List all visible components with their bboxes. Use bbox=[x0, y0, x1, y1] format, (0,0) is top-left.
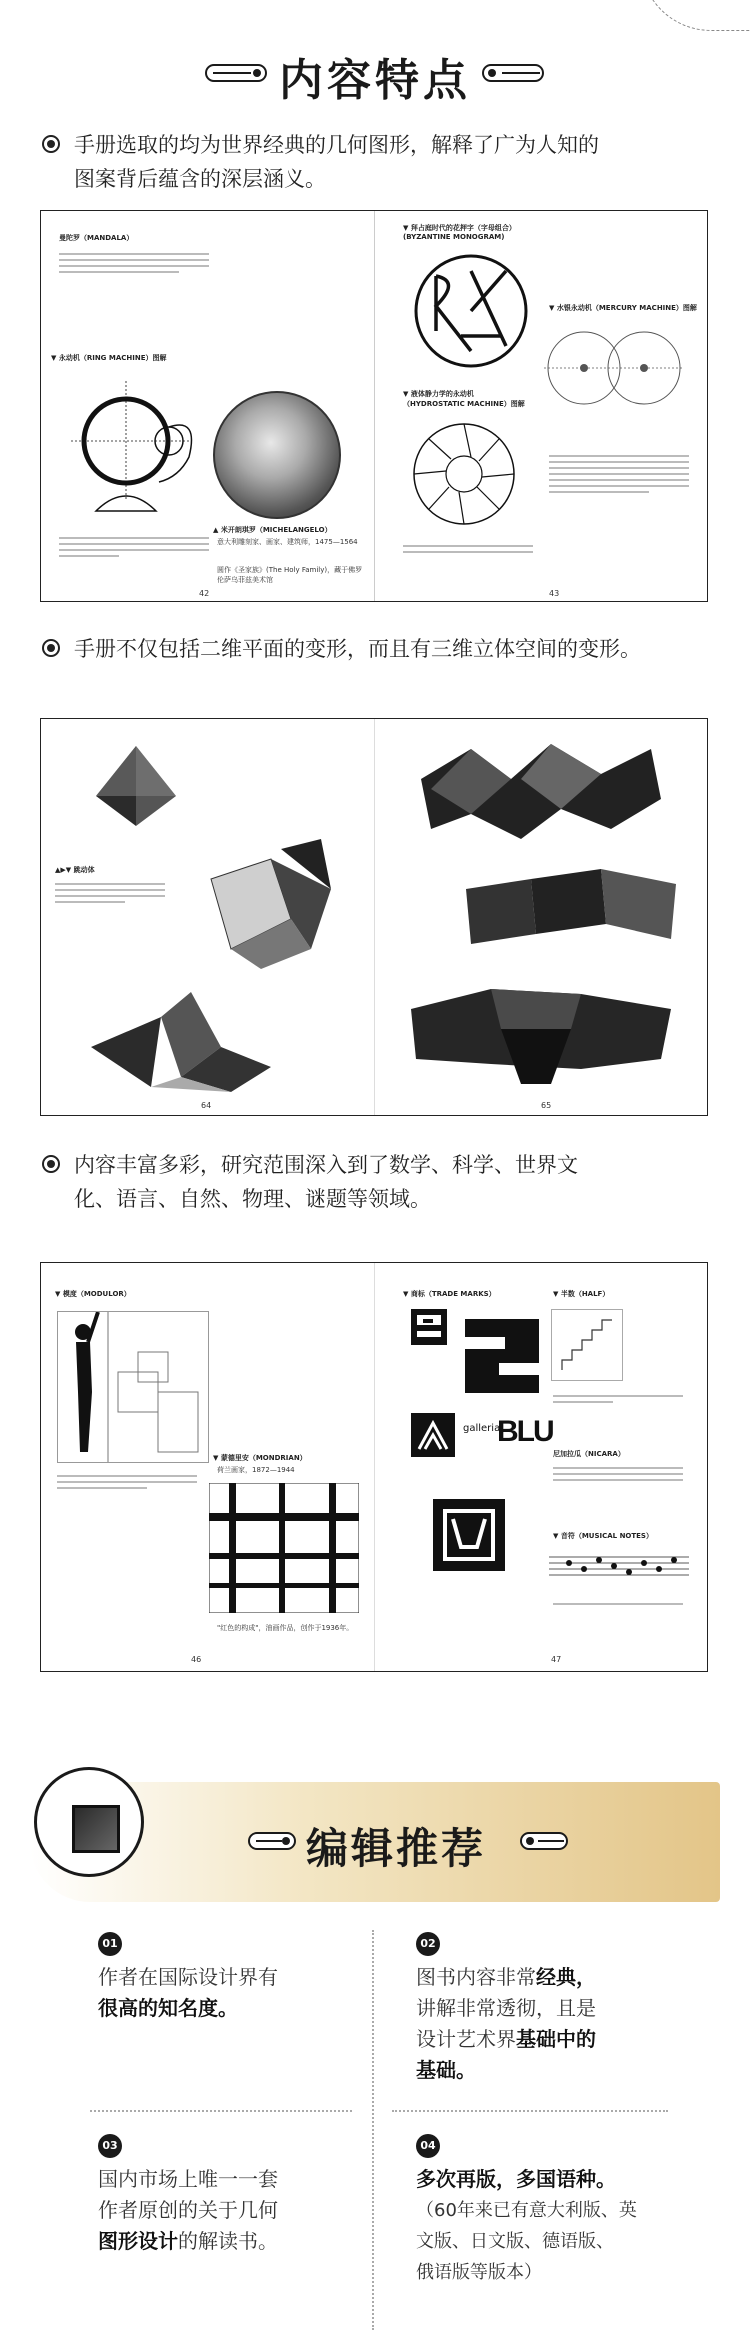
feature-3-line2: 化、语言、自然、物理、谜题等领域。 bbox=[74, 1187, 431, 1211]
mercury-heading: ▼ 水银永动机（MERCURY MACHINE）图解 bbox=[549, 304, 697, 312]
half-figure bbox=[551, 1309, 623, 1381]
banner-left-pill-icon bbox=[248, 1832, 296, 1850]
book-spread-1 bbox=[40, 210, 708, 602]
michelangelo-heading: ▲ 米开朗琪罗（MICHELANGELO） bbox=[213, 526, 332, 534]
zigzag-ring-shape bbox=[411, 729, 671, 849]
feature-1-line1: 手册选取的均为世界经典的几何图形，解释了广为人知的 bbox=[74, 133, 599, 157]
musical-notes-staff bbox=[549, 1549, 689, 1589]
page-number-left-2: 64 bbox=[201, 1101, 212, 1110]
page-number-left-3: 46 bbox=[191, 1655, 202, 1664]
ring-machine-diagram bbox=[61, 371, 211, 521]
mondrian-work: "红色的构成"，油画作品，创作于1936年。 bbox=[217, 1624, 354, 1632]
galleria-logo-text: galleria bbox=[463, 1423, 501, 1434]
jump-label: ▲▶▼ 跳动体 bbox=[55, 866, 95, 874]
book-spread-3 bbox=[40, 1262, 708, 1672]
musical-heading: ▼ 音符（MUSICAL NOTES） bbox=[553, 1532, 653, 1540]
holy-family-tondo bbox=[213, 391, 341, 519]
recommend-02-line3a: 设计艺术界 bbox=[416, 2027, 516, 2051]
mercury-machine-diagram bbox=[539, 323, 689, 423]
pyramid-shape bbox=[91, 741, 181, 831]
jump-text bbox=[55, 879, 165, 907]
block-chain-shape bbox=[461, 859, 681, 949]
nicara-text bbox=[553, 1463, 693, 1485]
recommend-03-line3b: 图形设计 bbox=[98, 2229, 178, 2253]
bullet-icon bbox=[42, 1155, 60, 1173]
page-number-left: 42 bbox=[199, 589, 210, 598]
recommend-02-line1b: 经典， bbox=[536, 1965, 596, 1989]
ring-machine-caption bbox=[59, 533, 209, 561]
mondrian-composition bbox=[209, 1483, 359, 1613]
recommend-01-line1: 作者在国际设计界有 bbox=[98, 1965, 278, 1989]
recommend-num-03: 03 bbox=[98, 2134, 122, 2158]
mandala-heading: 曼陀罗（MANDALA） bbox=[59, 234, 134, 242]
recommend-04-line4: 俄语版等版本） bbox=[416, 2262, 542, 2283]
folded-bar-shape bbox=[401, 969, 681, 1089]
hydrostatic-text bbox=[403, 541, 533, 557]
trademark-logo-4 bbox=[433, 1499, 505, 1571]
recommend-02-line2: 讲解非常透彻，且是 bbox=[416, 1996, 596, 2020]
modulor-figure bbox=[57, 1311, 209, 1463]
feature-2-text: 手册不仅包括二维平面的变形，而且有三维立体空间的变形。 bbox=[74, 637, 641, 661]
recommend-item-02 bbox=[416, 1962, 596, 2086]
horizontal-divider-right bbox=[392, 2110, 668, 2112]
bullet-icon bbox=[42, 639, 60, 657]
mondrian-heading: ▼ 蒙德里安（MONDRIAN） bbox=[213, 1454, 307, 1462]
recommend-num-02: 02 bbox=[416, 1932, 440, 1956]
recommend-03-line2: 作者原创的关于几何 bbox=[98, 2198, 278, 2222]
modulor-man-icon bbox=[58, 1312, 208, 1462]
half-text bbox=[553, 1391, 693, 1407]
decorative-arc bbox=[640, 0, 750, 31]
page-number-right-2: 65 bbox=[541, 1101, 552, 1110]
right-pill-icon bbox=[482, 64, 544, 82]
trademark-logo-2 bbox=[465, 1319, 539, 1393]
recommend-01-line2: 很高的知名度。 bbox=[98, 1996, 238, 2020]
blu-logo-text: BLU bbox=[497, 1415, 553, 1448]
nicara-heading: 尼加拉瓜（NICARA） bbox=[553, 1450, 625, 1458]
section-title: 内容特点 bbox=[279, 55, 471, 106]
michelangelo-caption: 意大利雕刻家、画家、建筑师，1475—1564 bbox=[217, 538, 358, 546]
recommend-03-line3c: 的解读书。 bbox=[178, 2229, 278, 2253]
modulor-heading: ▼ 模度（MODULOR） bbox=[55, 1290, 131, 1298]
recommend-02-line1a: 图书内容非常 bbox=[416, 1965, 536, 1989]
trademarks-heading: ▼ 商标（TRADE MARKS） bbox=[403, 1290, 496, 1298]
trademark-logo-3 bbox=[411, 1413, 455, 1457]
banner-square-icon bbox=[72, 1805, 120, 1853]
vertical-divider bbox=[372, 1930, 374, 2330]
feature-3 bbox=[42, 1148, 722, 1216]
trademark-logo-1 bbox=[411, 1309, 447, 1345]
feature-3-line1: 内容丰富多彩，研究范围深入到了数学、科学、世界文 bbox=[74, 1153, 578, 1177]
spread-2-gutter bbox=[374, 719, 375, 1115]
recommend-02-line3b: 基础中的 bbox=[516, 2027, 596, 2051]
page-number-right: 43 bbox=[549, 589, 560, 598]
feature-2 bbox=[42, 632, 722, 666]
spread-3-gutter bbox=[374, 1263, 375, 1671]
banner-right-pill-icon bbox=[520, 1832, 568, 1850]
recommend-item-04 bbox=[416, 2164, 637, 2288]
horizontal-divider-left bbox=[90, 2110, 352, 2112]
ring-machine-heading: ▼ 永动机（RING MACHINE）图解 bbox=[51, 354, 167, 362]
holy-family-caption: 圆作《圣家族》(The Holy Family)，藏于佛罗伦萨乌菲兹美术馆 bbox=[217, 566, 363, 584]
recommend-04-line1: 多次再版，多国语种。 bbox=[416, 2167, 616, 2191]
mercury-text bbox=[549, 451, 699, 497]
bullet-icon bbox=[42, 135, 60, 153]
half-staircase-icon bbox=[552, 1310, 622, 1380]
half-heading: ▼ 半数（HALF） bbox=[553, 1290, 610, 1298]
hydrostatic-wheel bbox=[409, 419, 519, 529]
recommend-03-line1: 国内市场上唯一一套 bbox=[98, 2167, 278, 2191]
hydrostatic-heading: ▼ 液体静力学的永动机（HYDROSTATIC MACHINE）图解 bbox=[403, 390, 525, 408]
book-spread-2 bbox=[40, 718, 708, 1116]
spread-1-gutter bbox=[374, 211, 375, 601]
byzantine-heading: ▼ 拜占庭时代的花押字（字母组合）(BYZANTINE MONOGRAM) bbox=[403, 224, 516, 241]
feature-1-line2: 图案背后蕴含的深层涵义。 bbox=[74, 167, 326, 191]
byzantine-monogram bbox=[411, 251, 531, 371]
feature-1 bbox=[42, 128, 722, 196]
recommend-02-line4: 基础。 bbox=[416, 2058, 476, 2082]
recommend-title: 编辑推荐 bbox=[306, 1824, 487, 1873]
recommend-num-01: 01 bbox=[98, 1932, 122, 1956]
folded-star-shape bbox=[81, 987, 281, 1097]
recommend-num-04: 04 bbox=[416, 2134, 440, 2158]
recommend-item-03 bbox=[98, 2164, 278, 2257]
recommend-04-line3: 文版、日文版、德语版、 bbox=[416, 2231, 614, 2252]
mondrian-caption: 荷兰画家，1872—1944 bbox=[217, 1466, 295, 1474]
cube-star-shape bbox=[191, 839, 351, 979]
recommend-item-01 bbox=[98, 1962, 278, 2024]
modulor-text bbox=[57, 1471, 207, 1493]
musical-text bbox=[553, 1599, 693, 1609]
recommend-04-line2: （60年来已有意大利版、英 bbox=[416, 2200, 637, 2221]
mandala-text bbox=[59, 249, 219, 277]
page-number-right-3: 47 bbox=[551, 1655, 562, 1664]
